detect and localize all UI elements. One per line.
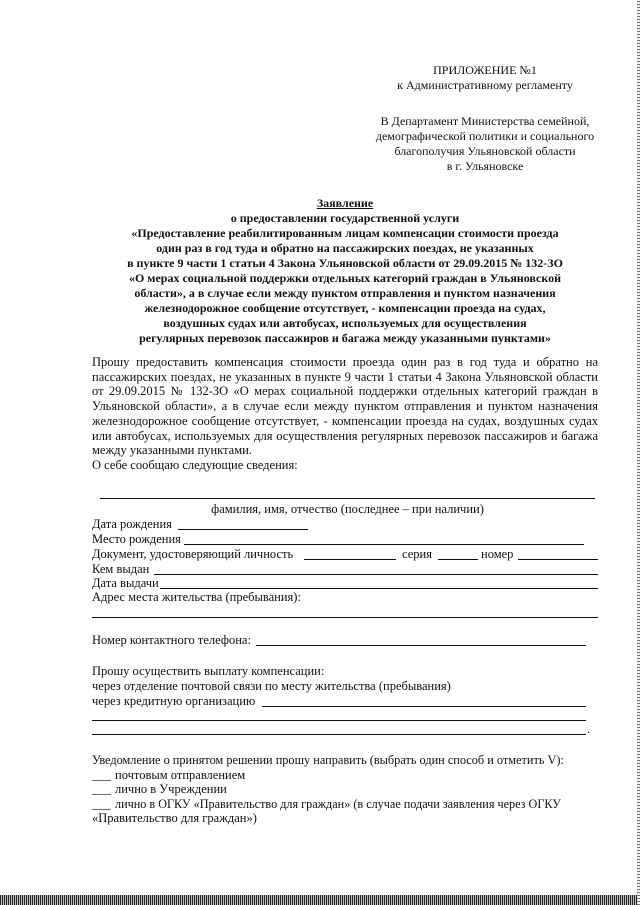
payment-option-bank[interactable]: через кредитную организацию bbox=[92, 694, 256, 708]
series-input-line[interactable] bbox=[438, 559, 478, 560]
title-line: области», а в случае если между пунктом отправления и пунктом назначения bbox=[134, 286, 556, 300]
request-body bbox=[92, 355, 598, 473]
payment-option-post[interactable]: через отделение почтовой связи по месту жительства (пребывания) bbox=[92, 679, 451, 693]
id-document-label: Документ, удостоверяющий личность bbox=[92, 547, 294, 561]
notify-ogku-label: лично в ОГКУ «Правительство для граждан» (в случае подачи заявления через ОГКУ bbox=[115, 797, 561, 811]
appendix-header bbox=[370, 63, 600, 93]
payment-title: Прошу осуществить выплату компенсации: bbox=[92, 664, 325, 678]
notify-office-label: лично в Учреждении bbox=[115, 782, 227, 796]
appendix-subtitle: к Административному регламенту bbox=[397, 78, 573, 92]
title-line: «Предоставление реабилитированным лицам компенсации стоимости проезда bbox=[131, 226, 559, 240]
bank-details-end: . bbox=[587, 722, 591, 736]
title-line: Заявление bbox=[316, 196, 374, 210]
address-label: Адрес места жительства (пребывания): bbox=[92, 590, 301, 604]
bank-input-line[interactable] bbox=[262, 706, 586, 707]
phone-input-line[interactable] bbox=[256, 645, 586, 646]
recipient-line: В Департамент Министерства семейной, bbox=[380, 114, 590, 128]
title-line: регулярных перевозок пассажиров и багажа между указанными пунктами» bbox=[139, 331, 551, 345]
recipient-block bbox=[360, 114, 610, 174]
birth-place-label: Место рождения bbox=[92, 532, 181, 546]
request-paragraph: Прошу предоставить компенсация стоимости проезда один раз в год туда и обратно на пассажирских поездах, не указанных в пункте 9 части 1 статьи 4 Закона Ульяновской области от 29.09.2015 № 132-ЗО «О мерах социальной поддержки отдельных категорий граждан в Ульяновской области», а в случае если между пунктом отправления и пунктом назначения железнодорожное сообщение отсутствует, - компенсации проезда на судах, воздушных судах или автобусах, используемых для осуществления регулярных перевозок пассажиров и багажа между указанными пунктами. bbox=[92, 355, 598, 458]
title-line: железнодорожное сообщение отсутствует, - компенсации проезда на судах, bbox=[144, 301, 546, 315]
recipient-line: демографической политики и социального bbox=[375, 129, 595, 143]
notify-mail-label: почтовым отправлением bbox=[115, 768, 246, 782]
birth-date-label: Дата рождения bbox=[92, 517, 172, 531]
issue-date-input-line[interactable] bbox=[160, 588, 598, 589]
title-line: в пункте 9 части 1 статьи 4 Закона Ульяновской области от 29.09.2015 № 132-ЗО bbox=[127, 256, 563, 270]
bank-details-line-1[interactable] bbox=[92, 720, 586, 721]
notification-title: Уведомление о принятом решении прошу направить (выбрать один способ и отметить V): bbox=[92, 753, 564, 767]
scan-bottom-edge bbox=[0, 895, 640, 905]
recipient-line: в г. Ульяновске bbox=[446, 159, 524, 173]
recipient-line: благополучия Ульяновской области bbox=[394, 144, 576, 158]
title-line: один раз в год туда и обратно на пассажирских поездах, не указанных bbox=[156, 241, 534, 255]
notify-ogku-checkbox[interactable]: ___ bbox=[92, 797, 111, 811]
phone-label: Номер контактного телефона: bbox=[92, 633, 251, 647]
issued-by-input-line[interactable] bbox=[154, 574, 598, 575]
series-label: серия bbox=[402, 547, 432, 561]
number-input-line[interactable] bbox=[518, 559, 598, 560]
id-document-input-line[interactable] bbox=[304, 559, 396, 560]
notify-office-checkbox[interactable]: ___ bbox=[92, 782, 111, 796]
birth-place-input-line[interactable] bbox=[184, 544, 584, 545]
fio-input-line[interactable] bbox=[100, 498, 595, 499]
number-label: номер bbox=[481, 547, 514, 561]
title-line: о предоставлении государственной услуги bbox=[230, 211, 460, 225]
issue-date-label: Дата выдачи bbox=[92, 576, 159, 590]
notify-ogku-label-cont: «Правительство для граждан») bbox=[92, 811, 257, 825]
title-line: воздушных судах или автобусах, используемых для осуществления bbox=[163, 316, 527, 330]
about-self-line: О себе сообщаю следующие сведения: bbox=[92, 457, 298, 472]
fio-caption: фамилия, имя, отчество (последнее – при наличии) bbox=[211, 502, 484, 516]
appendix-title: ПРИЛОЖЕНИЕ №1 bbox=[433, 63, 537, 77]
issued-by-label: Кем выдан bbox=[92, 562, 150, 576]
document-title bbox=[90, 196, 600, 346]
notify-mail-checkbox[interactable]: ___ bbox=[92, 768, 111, 782]
title-line: «О мерах социальной поддержки отдельных категорий граждан в Ульяновской bbox=[128, 271, 562, 285]
bank-details-line-2[interactable] bbox=[92, 734, 586, 735]
birth-date-input-line[interactable] bbox=[178, 529, 308, 530]
address-input-line[interactable] bbox=[92, 617, 598, 618]
